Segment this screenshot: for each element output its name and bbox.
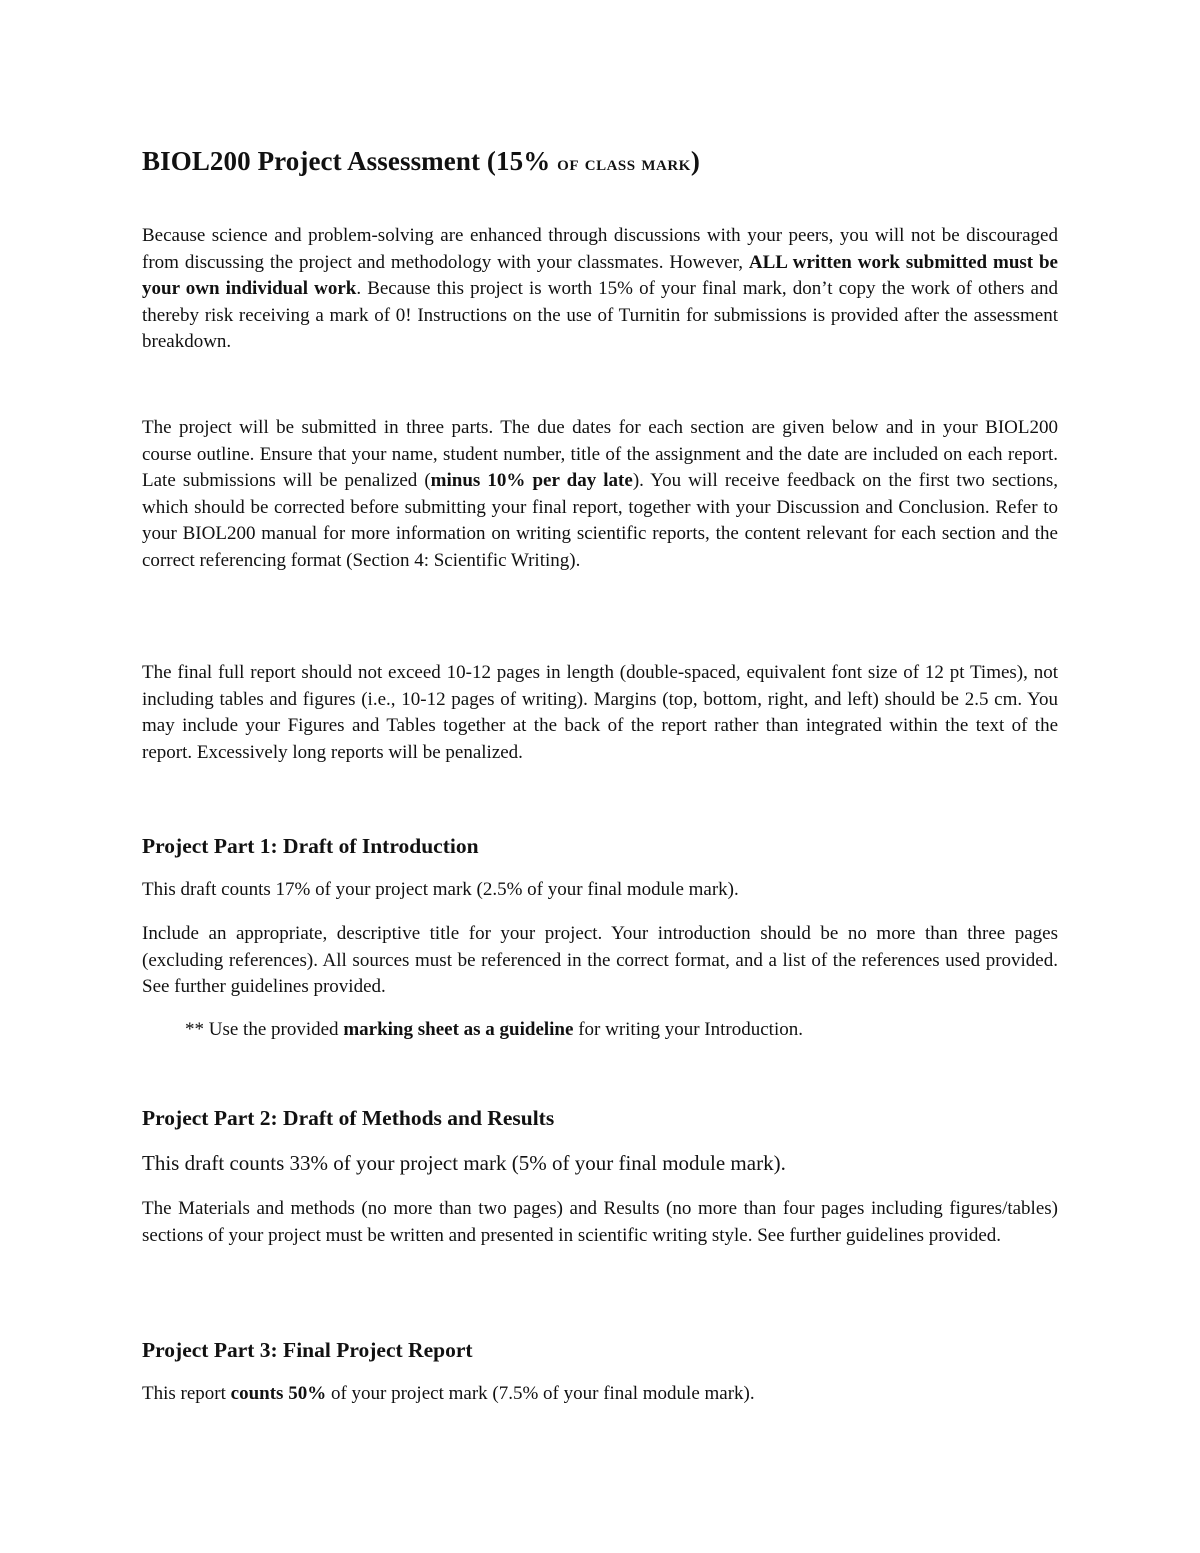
- part3-counts: This report counts 50% of your project mark (7.5% of your final module mark).: [142, 1383, 755, 1404]
- part1-counts: This draft counts 17% of your project mark (2.5% of your final module mark).: [142, 879, 739, 900]
- part1-body: Include an appropriate, descriptive title for your project. Your introduction should be no more than three pages (excluding references). All sources must be referenced in the correct format, and a list of the references used provided. See further guidelines provided.: [142, 923, 1058, 998]
- part1-heading: Project Part 1: Draft of Introduction: [142, 834, 479, 858]
- part2-counts: This draft counts 33% of your project mark (5% of your final module mark).: [142, 1151, 786, 1175]
- title-close: ): [690, 146, 700, 176]
- page-title: [142, 146, 700, 177]
- marking-sheet-emphasis: marking sheet as a guideline: [343, 1019, 574, 1040]
- late-penalty-emphasis: minus 10% per day late: [430, 470, 633, 492]
- submission-paragraph: The project will be submitted in three parts. The due dates for each section are given below and in your BIOL200 course outline. Ensure that your name, student number, title of the assignment and the date are included on each report. Late submissions will be penalized (minus 10% per day late). You will receive feedback on the first two sections, which should be corrected before submitting your final report, together with your Discussion and Conclusion. Refer to your BIOL200 manual for more information on writing scientific reports, the content relevant for each section and the correct referencing format (Section 4: Scientific Writing).: [142, 417, 1058, 571]
- intro-emphasis: ALL written work submitted must be your own individual work: [142, 251, 1058, 300]
- length-paragraph: The final full report should not exceed 10-12 pages in length (double-spaced, equivalent font size of 12 pt Times), not including tables and figures (i.e., 10-12 pages of writing). Margins (top, bottom, right, and left) should be 2.5 cm. You may include your Figures and Tables together at the back of the report rather than integrated within the text of the report. Excessively long reports will be penalized.: [142, 662, 1058, 763]
- intro-paragraph: Because science and problem-solving are enhanced through discussions with your peers, you will not be discouraged from discussing the project and methodology with your classmates. However, ALL written work submitted must be your own individual work. Because this project is worth 15% of your final mark, don’t copy the work of others and thereby risk receiving a mark of 0! Instructions on the use of Turnitin for submissions is provided after the assessment breakdown.: [142, 225, 1058, 353]
- part3-counts-emphasis: counts 50%: [230, 1383, 327, 1404]
- part2-heading: Project Part 2: Draft of Methods and Results: [142, 1106, 555, 1130]
- part2-body: The Materials and methods (no more than two pages) and Results (no more than four pages including figures/tables) sections of your project must be written and presented in scientific writing style. See further guidelines provided.: [142, 1198, 1058, 1246]
- title-smallcaps: of class mark: [557, 151, 691, 175]
- title-main: BIOL200 Project Assessment (15%: [142, 146, 558, 176]
- part3-heading: Project Part 3: Final Project Report: [142, 1338, 473, 1362]
- part1-note: ** Use the provided marking sheet as a guideline for writing your Introduction.: [185, 1019, 803, 1040]
